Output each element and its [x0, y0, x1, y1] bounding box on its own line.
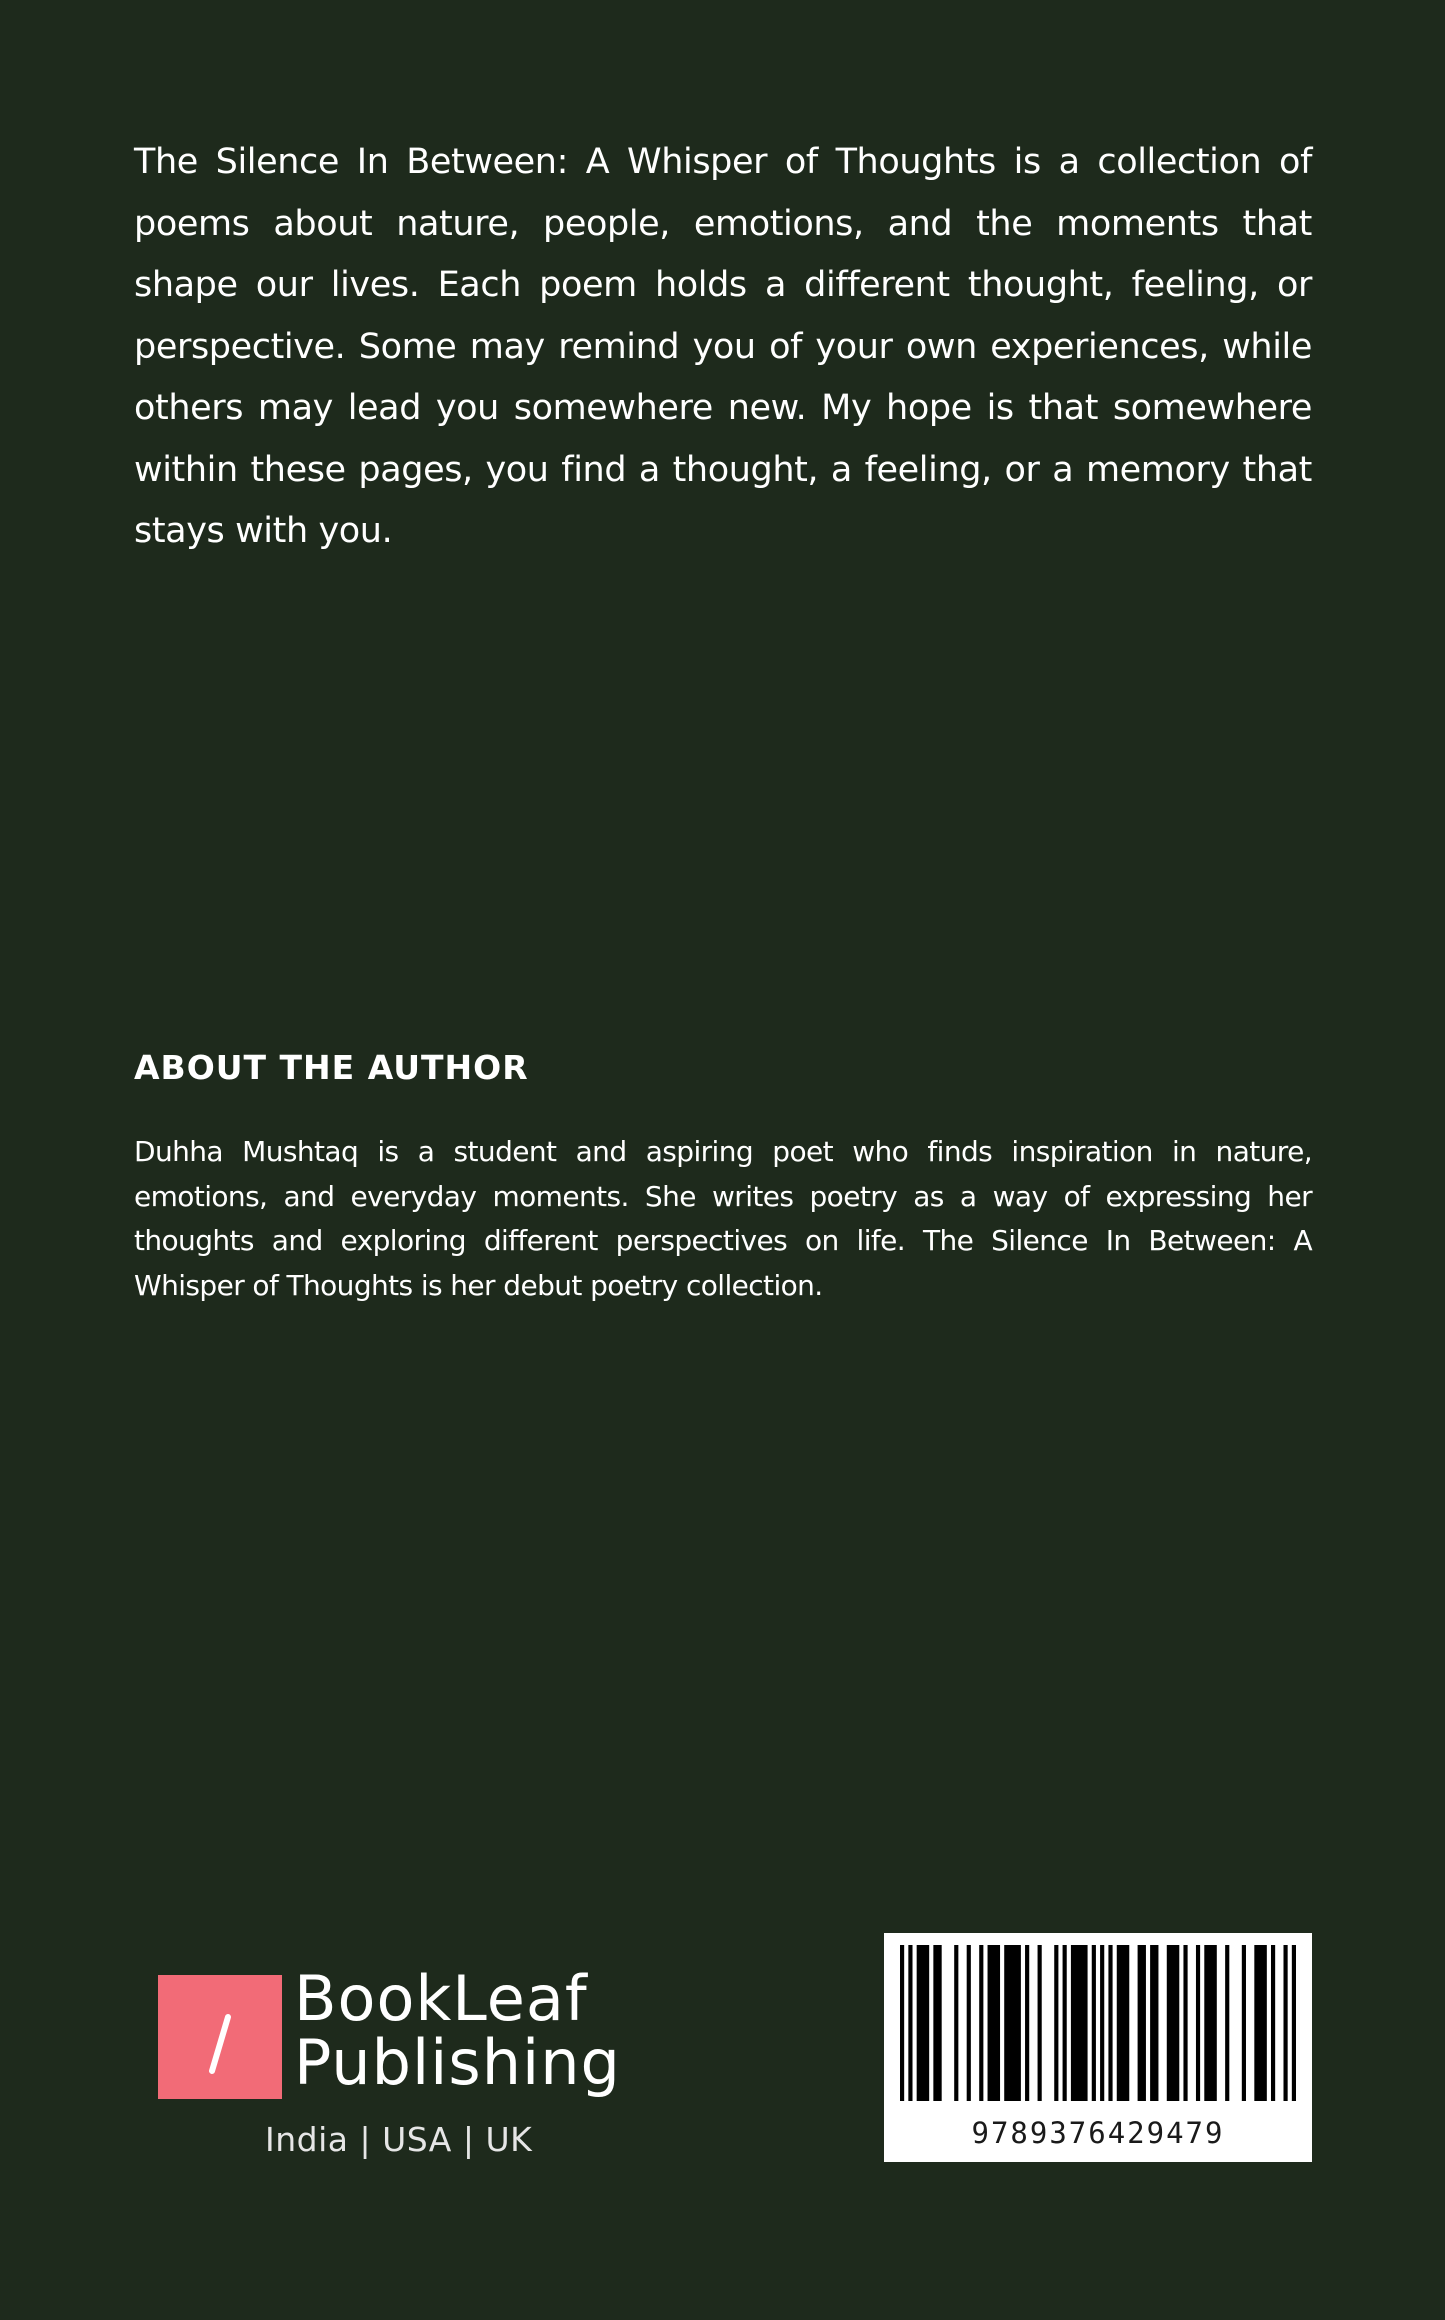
publisher-logo [158, 1962, 621, 2170]
publisher-name-line2: Publishing [294, 2026, 621, 2099]
about-author-heading: ABOUT THE AUTHOR [134, 1048, 529, 1087]
barcode-bar [908, 1945, 912, 2101]
barcode-bar [1063, 1945, 1067, 2101]
barcode-bar [1167, 1945, 1180, 2101]
barcode-bar [1271, 1945, 1275, 2101]
slash-logo-icon [158, 1975, 282, 2099]
barcode-bar [1204, 1945, 1217, 2101]
barcode-bar [979, 1945, 983, 2101]
barcode-bar [1225, 1945, 1229, 2101]
about-author-text: Duhha Mushtaq is a student and aspiring poet who finds inspiration in nature, emotions, and everyday moments. She writes poetry as a way of expressing her thoughts and exploring different perspectives on life. The Silence In Between: A Whisper of Thoughts is her debut poetry collection. [134, 1135, 1312, 1302]
barcode-bar [967, 1945, 971, 2101]
barcode-bar [1138, 1945, 1146, 2101]
barcode-bar [917, 1945, 930, 2101]
barcode-bar [954, 1945, 958, 2101]
barcode-bar [1117, 1945, 1130, 2101]
barcode-bar [1150, 1945, 1158, 2101]
barcode-bar [933, 1945, 941, 2101]
barcode-bar [1242, 1945, 1246, 2101]
barcode-bar [1054, 1945, 1058, 2101]
barcode-bar [1108, 1945, 1112, 2101]
barcode-bar [1004, 1945, 1021, 2101]
barcode-bar [1283, 1945, 1287, 2101]
publisher-name-line1: BookLeaf [294, 1962, 588, 2035]
barcode-bar [1092, 1945, 1096, 2101]
barcode-bars [900, 1945, 1296, 2113]
publisher-regions: India | USA | UK [265, 2120, 533, 2159]
back-cover-blurb: The Silence In Between: A Whisper of Thoughts is a collection of poems about nature, people, emotions, and the moments that shape our lives. Each poem holds a different thought, feeling, or perspective. Some may remind you of your own experiences, while others may lead you somewhere new. My hope is that somewhere within these pages, you find a thought, a feeling, or a memory that stays with you. [134, 142, 1312, 551]
barcode-bar [900, 1945, 904, 2101]
isbn-number: 9789376429479 [971, 2116, 1225, 2150]
barcode-bar [1038, 1945, 1042, 2101]
barcode-bar [988, 1945, 1001, 2101]
barcode-bar [1100, 1945, 1104, 2101]
barcode-bar [1071, 1945, 1088, 2101]
barcode-bar [1254, 1945, 1267, 2101]
barcode-bar [1292, 1945, 1296, 2101]
barcode-bar [1183, 1945, 1187, 2101]
barcode-bar [1025, 1945, 1029, 2101]
isbn-barcode [884, 1933, 1312, 2162]
barcode-bar [1196, 1945, 1200, 2101]
